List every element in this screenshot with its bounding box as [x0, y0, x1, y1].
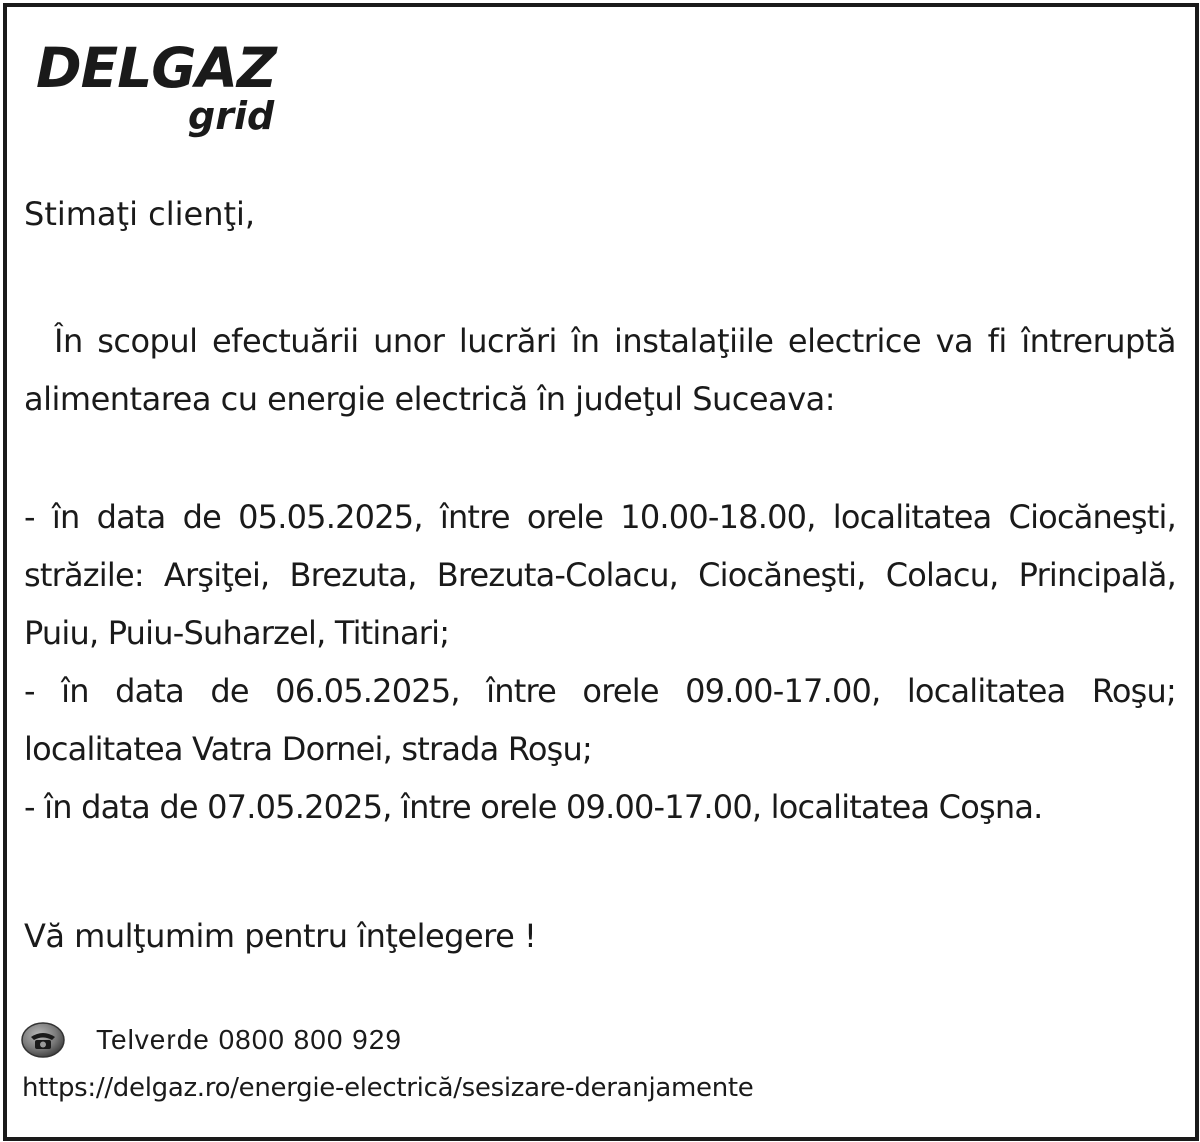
thanks-line: Vă mulţumim pentru înţelegere !: [24, 917, 537, 955]
outage-list: [24, 488, 1176, 836]
logo-wordmark: DELGAZ: [36, 36, 276, 100]
logo-subtitle: grid: [188, 94, 275, 138]
outage-item: - în data de 07.05.2025, între orele 09.00-17.00, localitatea Coşna.: [24, 788, 1043, 826]
phone-row: [20, 1016, 402, 1064]
delgaz-grid-logo: [36, 38, 298, 138]
intro-paragraph: În scopul efectuării unor lucrări în instalaţiile electrice va fi întreruptă alimentarea cu energie electrică în judeţul Suceava:: [24, 322, 1176, 418]
hotline-text: Telverde 0800 800 929: [96, 1024, 402, 1055]
greeting: Stimaţi clienţi,: [24, 195, 256, 233]
website-link[interactable]: https://delgaz.ro/energie-electrică/sesizare-deranjamente: [22, 1073, 754, 1103]
outage-item: - în data de 05.05.2025, între orele 10.00-18.00, localitatea Ciocăneşti, străzile: Arşiţei, Brezuta, Brezuta-Colacu, Ciocăneşti, Colacu, Principală, Puiu, Puiu-Suharzel, Titinari;: [24, 498, 1176, 652]
outage-item: - în data de 06.05.2025, între orele 09.00-17.00, localitatea Roşu; localitatea Vatra Dornei, strada Roşu;: [24, 672, 1176, 768]
telephone-icon: [20, 1020, 66, 1060]
